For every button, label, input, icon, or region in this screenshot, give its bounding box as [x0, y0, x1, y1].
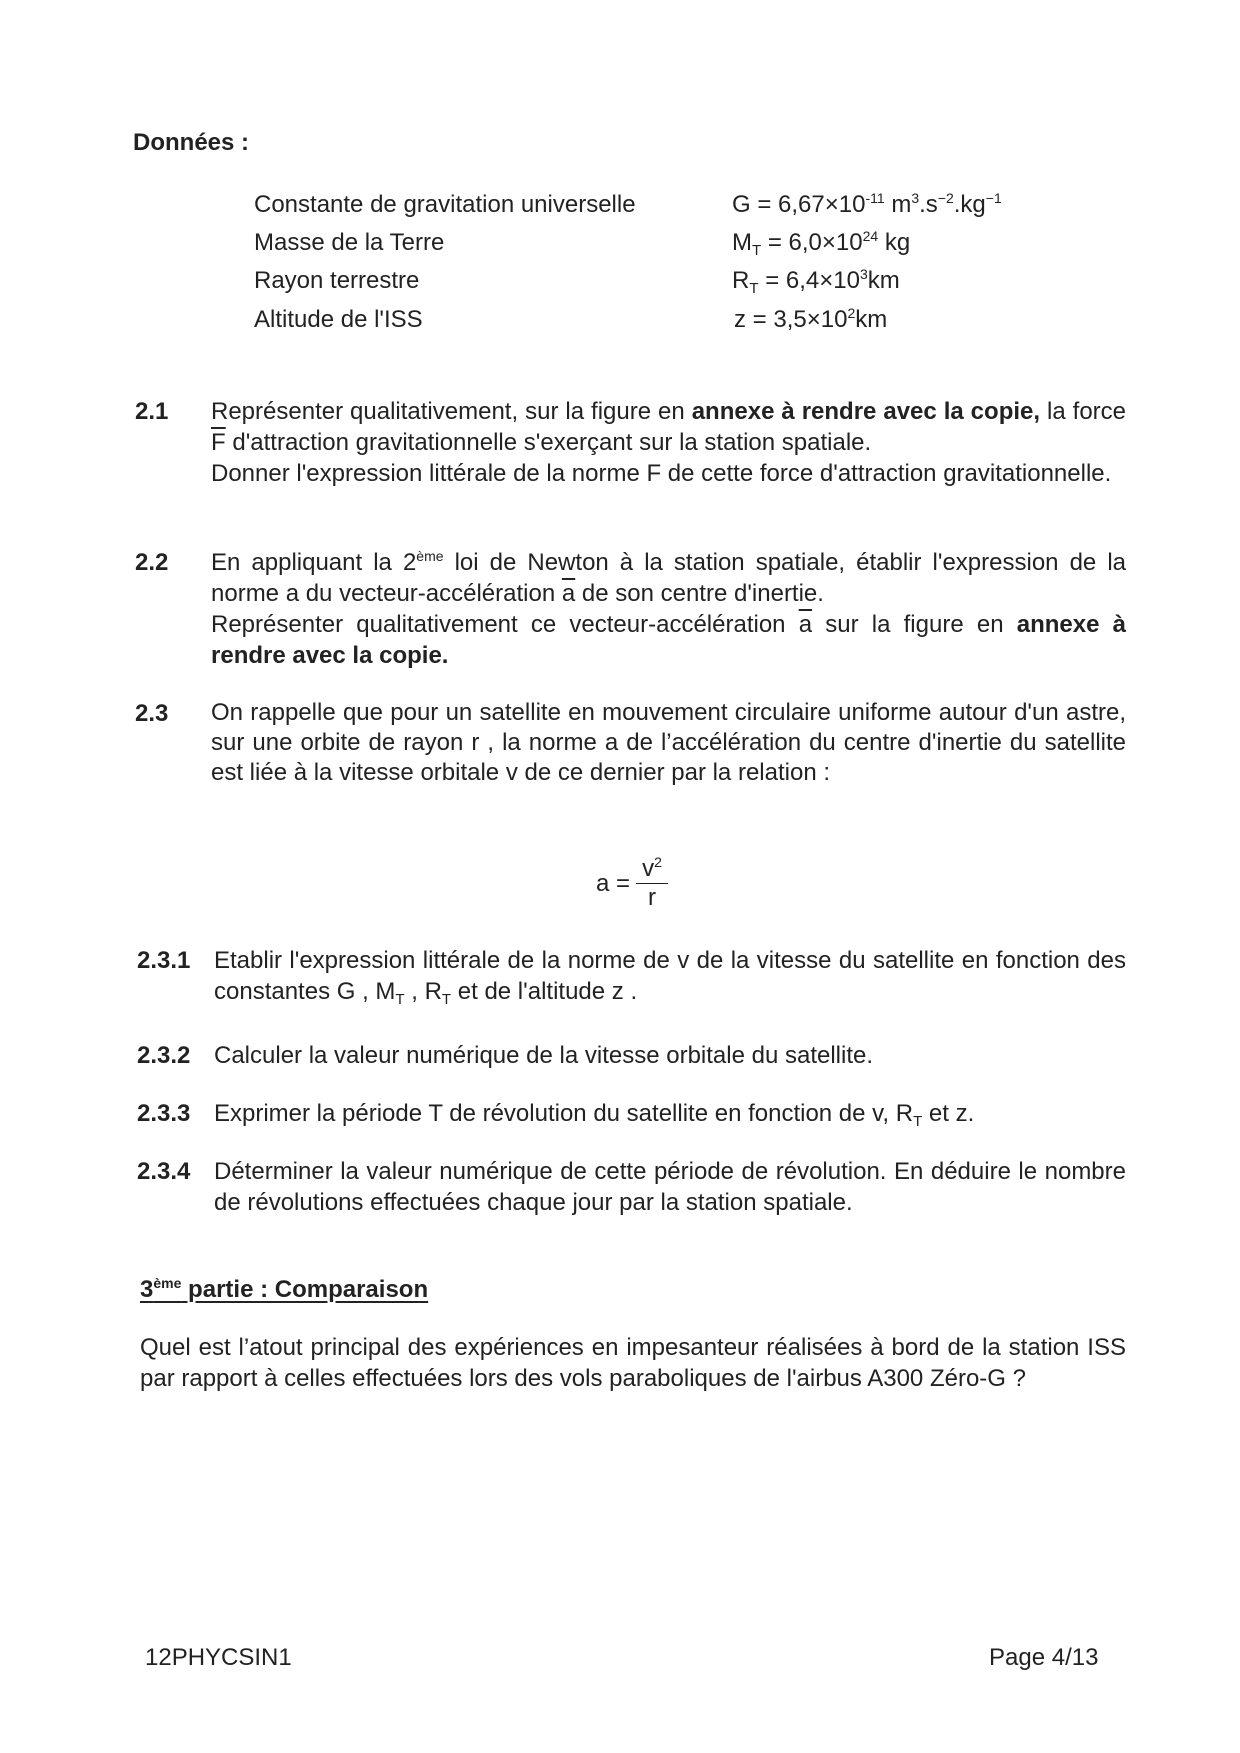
q-number: 2.3: [135, 700, 169, 727]
q-number: 2.3.4: [137, 1158, 191, 1185]
formula-acceleration: a = $v^2$ r: [596, 855, 668, 912]
const-value-RT: $R_T = 6,4\times 10^3km$: [732, 266, 900, 297]
donnees-title: Données :: [133, 129, 250, 156]
q-number: 2.1: [135, 398, 169, 425]
question-2-3-4: Déterminer la valeur numérique de cette période de révolution. En déduire le nombre de révolutions effectuées chaque jour par la station spatiale.: [214, 1158, 1126, 1216]
const-value-z: $z = 3,5\times 10^2km$: [734, 305, 888, 333]
part3-heading: 3ème partie : Comparaison: [140, 1275, 429, 1303]
footer-code: 12PHYCSIN1: [145, 1644, 292, 1671]
const-label: Altitude de l'ISS: [254, 306, 423, 333]
q-number: 2.3.1: [137, 947, 191, 974]
const-label: Masse de la Terre: [254, 229, 445, 256]
footer-page-number: Page 4/13: [989, 1644, 1099, 1671]
question-2-3-2: Calculer la valeur numérique de la vitesse orbitale du satellite.: [214, 1042, 874, 1069]
q-number: 2.2: [135, 549, 169, 576]
const-value-MT: $M_T = 6,0\times 10^{24}$ kg: [732, 228, 911, 259]
const-label: Rayon terrestre: [254, 267, 420, 294]
const-label: Constante de gravitation universelle: [254, 191, 636, 218]
donnees-heading: [133, 127, 249, 158]
const-value-G: $G = 6,67\times 10^{-11}$ $m^3.s^{-2}.kg^{-1}$: [732, 190, 1002, 218]
question-2-3-1: Etablir l'expression littérale de la norme de v de la vitesse du satellite en fonction des constantes G , $M_T$ , $R_T$ et de l'altitude z .: [214, 947, 1126, 1008]
question-2-3-3: Exprimer la période T de révolution du satellite en fonction de v, $R_T$ et z.: [214, 1100, 975, 1130]
part3-question: Quel est l’atout principal des expériences en impesanteur réalisées à bord de la station ISS par rapport à celles effectuées lors des vols paraboliques de l'airbus A300 Zéro-G ?: [140, 1334, 1126, 1392]
q-number: 2.3.3: [137, 1100, 191, 1127]
question-2-1: Représenter qualitativement, sur la figure en annexe à rendre avec la copie, la force $\overline{F}$ d'attraction gravitationnelle s'exerçant sur la station spatiale. Donner l'expression littérale de la norme F de cette force d'attraction gravitationnelle.: [211, 398, 1127, 487]
question-2-2: En appliquant la 2ème loi de Newton à la station spatiale, établir l'expression de la norme a du vecteur-accélération $\overline{a}$ de son centre d'inertie. Représenter qualitativement ce vecteur-accélération $\overline{a}$ sur la figure en annexe à rendre avec la copie.: [211, 548, 1126, 669]
question-2-3: On rappelle que pour un satellite en mouvement circulaire uniforme autour d'un astre, sur une orbite de rayon r , la norme a de l’accélération du centre d'inertie du satellite est liée à la vitesse orbitale v de ce dernier par la relation :: [211, 699, 1126, 786]
q-number: 2.3.2: [137, 1042, 191, 1069]
